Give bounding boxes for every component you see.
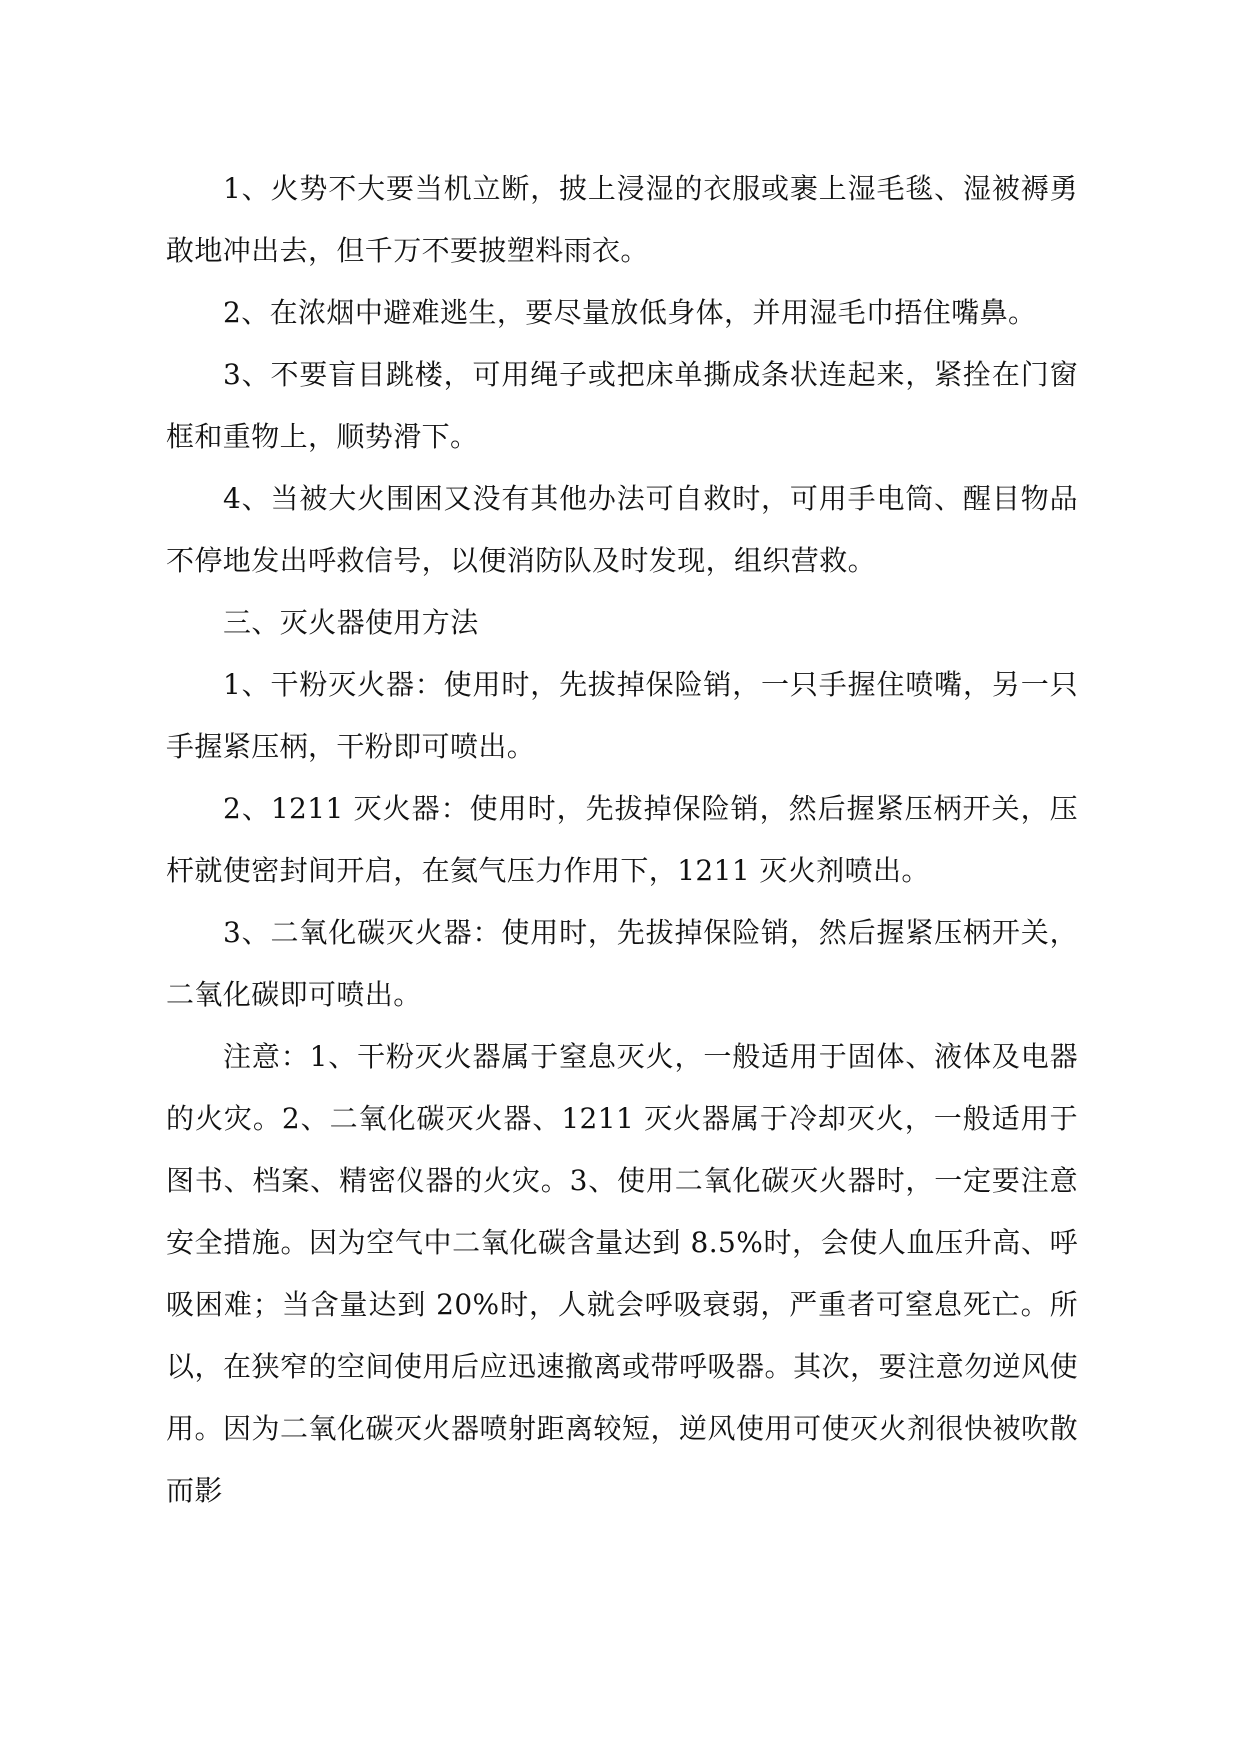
paragraph-notes: 注意：1、干粉灭火器属于窒息灭火，一般适用于固体、液体及电器的火灾。2、二氧化碳灭火器、1211 灭火器属于冷却灭火，一般适用于图书、档案、精密仪器的火灾。3、使用二氧化碳灭火器时，一定要注意安全措施。因为空气中二氧化碳含量达到 8.5%时，会使人血压升高、呼吸困难；当含量达到 20%时，人就会呼吸衰弱，严重者可窒息死亡。所以，在狭窄的空间使用后应迅速撤离或带呼吸器。其次，要注意勿逆风使用。因为二氧化碳灭火器喷射距离较短，逆风使用可使灭火剂很快被吹散而影 [166, 1040, 1078, 1507]
paragraph-fire-escape-1: 1、火势不大要当机立断，披上浸湿的衣服或裹上湿毛毯、湿被褥勇敢地冲出去，但千万不要披塑料雨衣。 [166, 172, 1078, 267]
paragraph-dry-powder-extinguisher: 1、干粉灭火器：使用时，先拔掉保险销，一只手握住喷嘴，另一只手握紧压柄，干粉即可喷出。 [166, 668, 1078, 763]
paragraph-fire-escape-3: 3、不要盲目跳楼，可用绳子或把床单撕成条状连起来，紧拴在门窗框和重物上，顺势滑下。 [166, 358, 1078, 453]
paragraph-co2-extinguisher: 3、二氧化碳灭火器：使用时，先拔掉保险销，然后握紧压柄开关，二氧化碳即可喷出。 [166, 916, 1078, 1011]
section-heading-extinguisher-usage: 三、灭火器使用方法 [223, 606, 479, 639]
paragraph-1211-extinguisher: 2、1211 灭火器：使用时，先拔掉保险销，然后握紧压柄开关，压杆就使密封间开启，在氦气压力作用下，1211 灭火剂喷出。 [166, 792, 1078, 887]
paragraph-fire-escape-4: 4、当被大火围困又没有其他办法可自救时，可用手电筒、醒目物品不停地发出呼救信号，以便消防队及时发现，组织营救。 [166, 482, 1078, 577]
paragraph-fire-escape-2: 2、在浓烟中避难逃生，要尽量放低身体，并用湿毛巾捂住嘴鼻。 [223, 296, 1037, 329]
document-body [166, 158, 1078, 1522]
